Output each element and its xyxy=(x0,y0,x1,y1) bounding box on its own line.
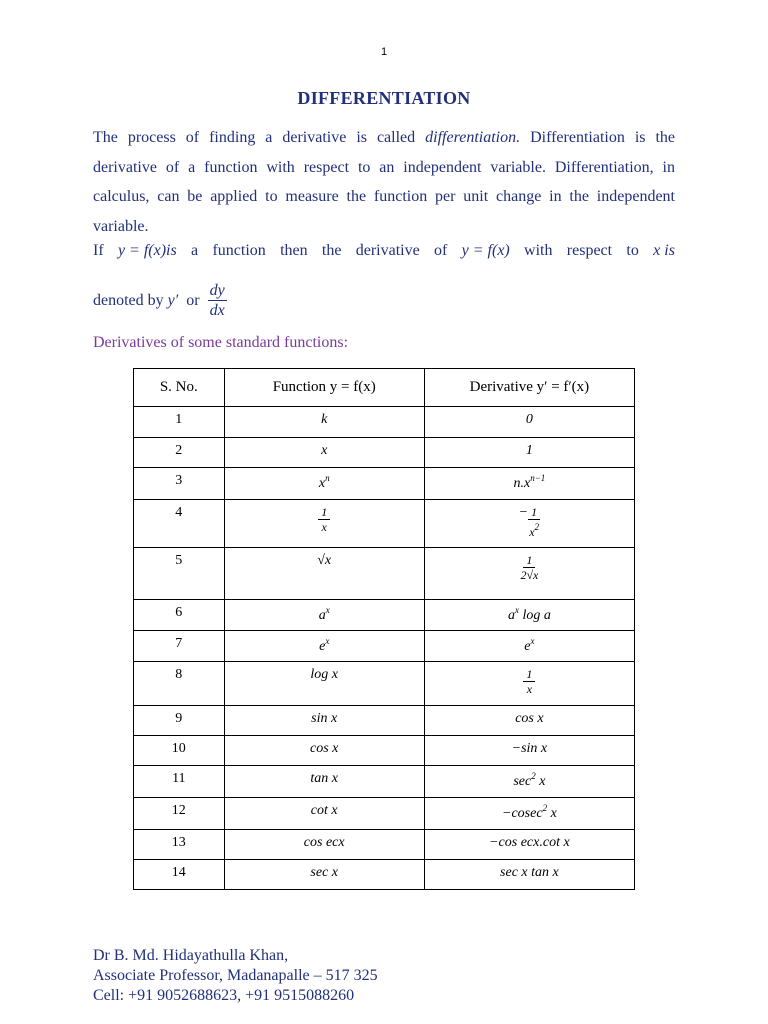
derivative-definition-line xyxy=(93,242,675,260)
cell-sno: 12 xyxy=(134,798,225,830)
cell-sno: 3 xyxy=(134,468,225,500)
table-row xyxy=(134,631,635,662)
cell-derivative: cos x xyxy=(424,706,634,736)
if-equation: y = f(x)is xyxy=(117,242,177,259)
table-row xyxy=(134,706,635,736)
if-word: of xyxy=(434,242,448,259)
cell-sno: 5 xyxy=(134,548,225,600)
table-row xyxy=(134,438,635,468)
if-word: If xyxy=(93,242,104,259)
cell-sno: 8 xyxy=(134,662,225,706)
cell-derivative: $a^x$ log a xyxy=(424,600,634,631)
cell-function: $a^x$ xyxy=(224,600,424,631)
cell-sno: 1 xyxy=(134,407,225,438)
intro-text-end: Differentiation is the derivative of a function with respect to an independent variable. Differentiation, in calculus, can be applied to measure the function per unit change in the independent variable. xyxy=(93,129,676,235)
cell-derivative: −cosec$^2$ x xyxy=(424,798,634,830)
notation-line xyxy=(93,282,227,319)
cell-function: cot x xyxy=(224,798,424,830)
table-row xyxy=(134,766,635,798)
table-row xyxy=(134,736,635,766)
page-title: DIFFERENTIATION xyxy=(297,88,471,108)
header-function: Function y = f(x) xyxy=(224,369,424,407)
author-name: Dr B. Md. Hidayathulla Khan, xyxy=(93,947,289,964)
table-header-row xyxy=(134,369,635,407)
or-text: or xyxy=(186,291,200,309)
dy-dx-fraction xyxy=(208,282,227,319)
cell-derivative: 0 xyxy=(424,407,634,438)
cell-derivative: 1 xyxy=(424,438,634,468)
cell-function: $e^x$ xyxy=(224,631,424,662)
intro-emphasis: differentiation. xyxy=(425,129,521,146)
fraction-numerator: dy xyxy=(209,282,225,299)
fraction-denominator: dx xyxy=(209,302,225,319)
table-row xyxy=(134,600,635,631)
table-row xyxy=(134,830,635,860)
table-row xyxy=(134,500,635,548)
table-row xyxy=(134,798,635,830)
header-sno: S. No. xyxy=(134,369,225,407)
cell-sno: 11 xyxy=(134,766,225,798)
cell-function: √x xyxy=(224,548,424,600)
cell-function: x xyxy=(224,438,424,468)
cell-function: sec x xyxy=(224,860,424,890)
table-body xyxy=(134,407,635,890)
cell-sno: 14 xyxy=(134,860,225,890)
cell-function: cos x xyxy=(224,736,424,766)
table-row xyxy=(134,407,635,438)
cell-derivative: $\sec^2 x$ xyxy=(424,766,634,798)
if-word: the xyxy=(321,242,342,259)
table-row xyxy=(134,860,635,890)
cell-derivative: sec x tan x xyxy=(424,860,634,890)
denoted-text: denoted by xyxy=(93,291,164,309)
cell-derivative: $\frac{1}{x}$ xyxy=(424,662,634,706)
cell-sno: 10 xyxy=(134,736,225,766)
cell-derivative: −sin x xyxy=(424,736,634,766)
cell-function: cos ecx xyxy=(224,830,424,860)
cell-sno: 4 xyxy=(134,500,225,548)
if-word: derivative xyxy=(355,242,420,259)
cell-function: $x^n$ xyxy=(224,468,424,500)
cell-function: log x xyxy=(224,662,424,706)
intro-paragraph xyxy=(93,123,675,241)
cell-function: k xyxy=(224,407,424,438)
cell-sno: 13 xyxy=(134,830,225,860)
table-row xyxy=(134,548,635,600)
y-prime: y′ xyxy=(167,291,179,309)
if-variable: x is xyxy=(653,242,675,259)
cell-sno: 2 xyxy=(134,438,225,468)
author-title: Associate Professor, Madanapalle – 517 325 xyxy=(93,967,378,984)
author-contact: Cell: +91 9052688623, +91 9515088260 xyxy=(93,987,355,1004)
if-word: function xyxy=(212,242,266,259)
table-row xyxy=(134,662,635,706)
cell-sno: 7 xyxy=(134,631,225,662)
if-equation: y = f(x) xyxy=(461,242,510,259)
cell-sno: 9 xyxy=(134,706,225,736)
cell-function: $\frac{1}{x}$ xyxy=(224,500,424,548)
author-footer xyxy=(93,946,378,1006)
table-row xyxy=(134,468,635,500)
intro-text-start: The process of finding a derivative is called xyxy=(93,129,426,146)
section-subheading: Derivatives of some standard functions: xyxy=(93,334,349,351)
cell-derivative: $n.x^{n-1}$ xyxy=(424,468,634,500)
if-word: respect xyxy=(566,242,613,259)
if-word: to xyxy=(626,242,639,259)
if-word: then xyxy=(280,242,308,259)
cell-derivative: $\frac{1}{2√x}$ xyxy=(424,548,634,600)
cell-derivative: −cos ecx.cot x xyxy=(424,830,634,860)
header-derivative: Derivative y′ = f′(x) xyxy=(424,369,634,407)
cell-function: tan x xyxy=(224,766,424,798)
if-word: a xyxy=(191,242,199,259)
cell-sno: 6 xyxy=(134,600,225,631)
cell-function: sin x xyxy=(224,706,424,736)
page-number: 1 xyxy=(380,46,388,58)
if-word: with xyxy=(524,242,553,259)
cell-derivative: − $\frac{1}{x^2}$ xyxy=(424,500,634,548)
cell-derivative: $e^x$ xyxy=(424,631,634,662)
derivatives-table xyxy=(133,368,635,890)
